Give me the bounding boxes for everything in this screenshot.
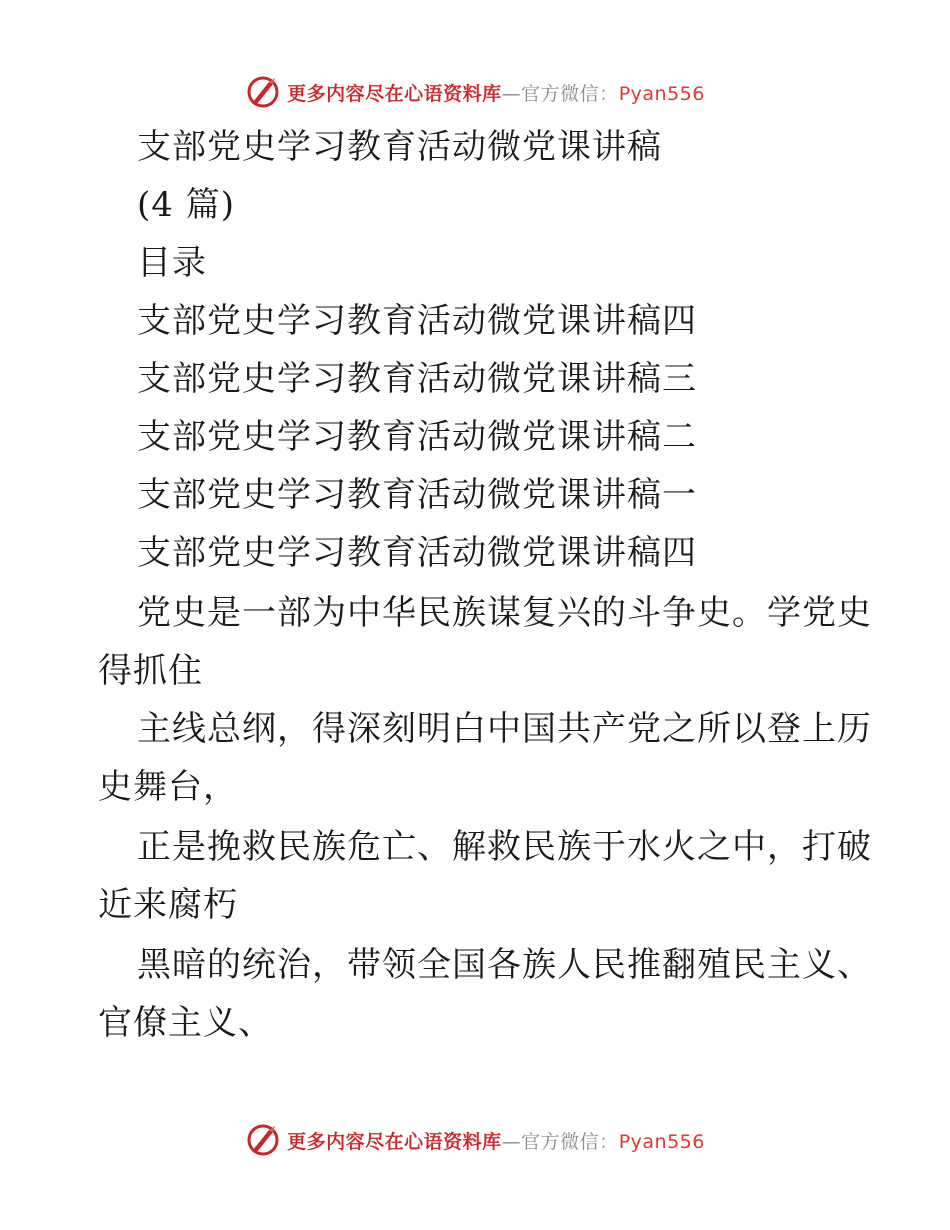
watermark-wechat-label: —官方微信： xyxy=(501,82,619,105)
watermark-text xyxy=(287,79,705,106)
doc-title-line2: (4 篇) xyxy=(137,185,235,225)
doc-title-line1: 支部党史学习教育活动微党课讲稿 xyxy=(137,127,662,167)
paragraph-line: 近来腐朽 xyxy=(98,885,238,925)
watermark-wechat-label: —官方微信： xyxy=(501,1130,619,1153)
watermark-library-name: 更多内容尽在心语资料库 xyxy=(287,82,502,105)
footer-watermark xyxy=(0,1120,950,1160)
header-watermark xyxy=(0,72,950,112)
paragraph-line: 黑暗的统治，带领全国各族人民推翻殖民主义、 xyxy=(137,945,872,985)
toc-item: 支部党史学习教育活动微党课讲稿四 xyxy=(137,301,697,341)
toc-item: 支部党史学习教育活动微党课讲稿二 xyxy=(137,417,697,457)
toc-item: 支部党史学习教育活动微党课讲稿一 xyxy=(137,475,697,515)
watermark-library-name: 更多内容尽在心语资料库 xyxy=(287,1130,502,1153)
toc-heading: 目录 xyxy=(137,243,207,283)
section-title: 支部党史学习教育活动微党课讲稿四 xyxy=(137,533,697,573)
quill-logo-icon xyxy=(245,74,281,110)
quill-logo-icon xyxy=(245,1122,281,1158)
watermark-text xyxy=(287,1127,705,1154)
watermark-wechat-id: Pyan556 xyxy=(618,1130,705,1153)
paragraph-line: 主线总纲，得深刻明白中国共产党之所以登上历 xyxy=(137,709,872,749)
paragraph-line: 正是挽救民族危亡、解救民族于水火之中，打破 xyxy=(137,827,872,867)
paragraph-line: 党史是一部为中华民族谋复兴的斗争史。学党史 xyxy=(137,593,872,633)
watermark-wechat-id: Pyan556 xyxy=(618,82,705,105)
toc-item: 支部党史学习教育活动微党课讲稿三 xyxy=(137,359,697,399)
paragraph-line: 史舞台， xyxy=(98,767,238,807)
paragraph-line: 官僚主义、 xyxy=(98,1003,273,1043)
paragraph-line: 得抓住 xyxy=(98,651,203,691)
